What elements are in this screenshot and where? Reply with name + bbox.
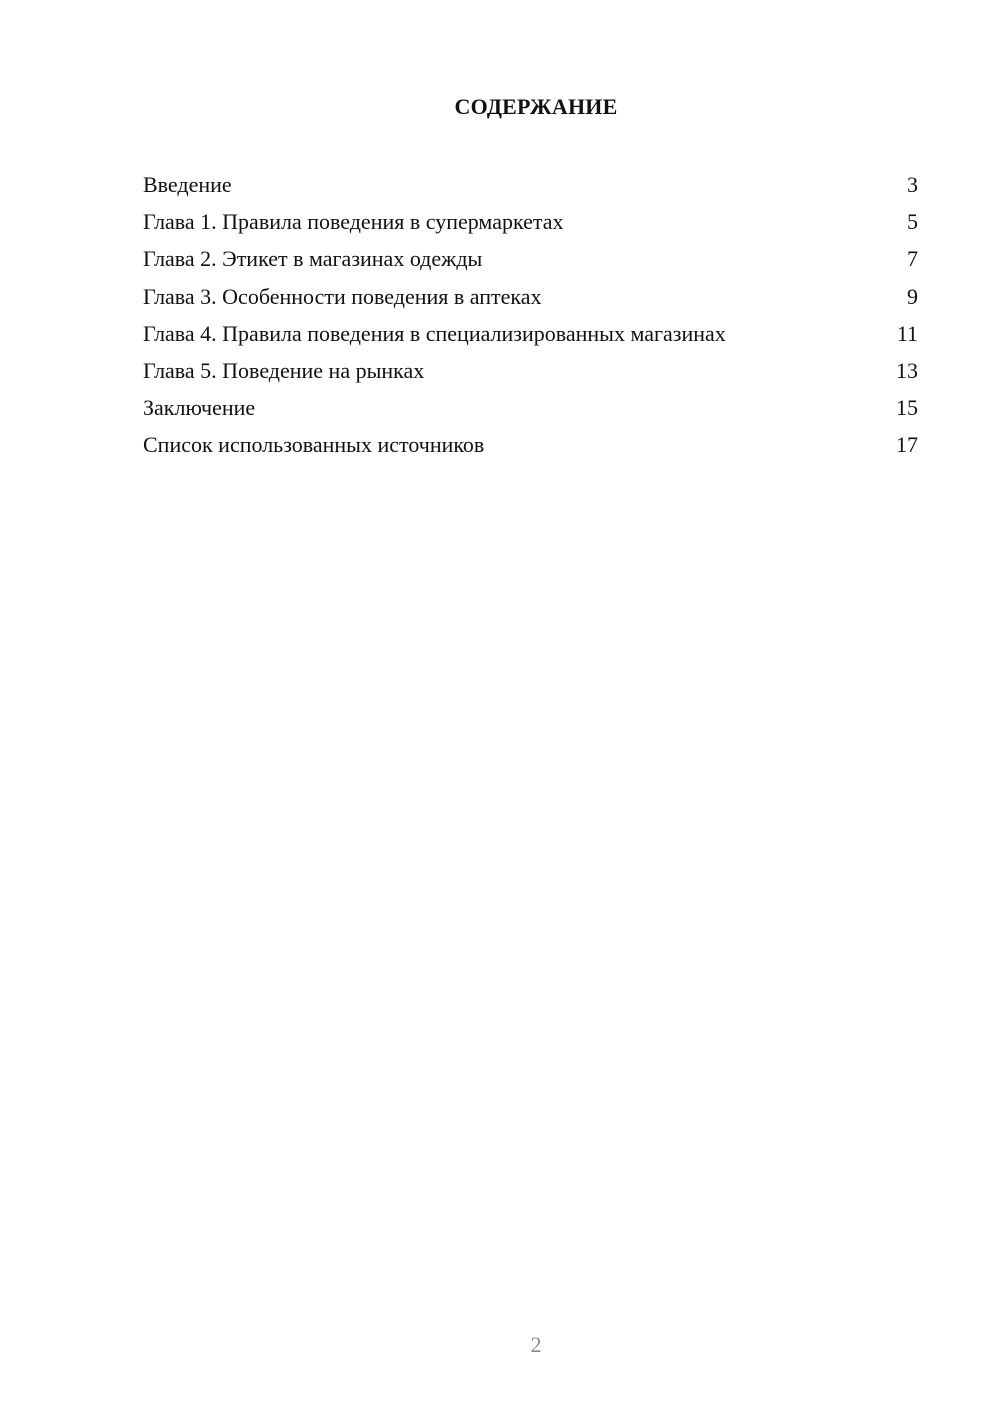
toc-entry-label: Глава 5. Поведение на рынках [143, 357, 425, 383]
toc-entry-page: 15 [896, 395, 918, 421]
toc-entry-label: Введение [143, 172, 232, 197]
toc-entry-chapter-4[interactable] [143, 317, 918, 354]
toc-entry-conclusion[interactable] [143, 391, 918, 428]
page-title: СОДЕРЖАНИЕ [454, 94, 618, 119]
toc-entry-page: 7 [907, 246, 918, 272]
toc-entry-label: Глава 1. Правила поведения в супермаркетах [143, 209, 564, 235]
toc-entry-label: Список использованных источников [143, 432, 485, 458]
page-number: 2 [530, 1332, 542, 1357]
toc-entry-label: Глава 3. Особенности поведения в аптеках [143, 283, 542, 309]
toc-entry-page: 17 [896, 432, 918, 458]
toc-entry-label: Глава 2. Этикет в магазинах одежды [143, 246, 483, 272]
toc-entry-label: Глава 4. Правила поведения в специализированных магазинах [143, 320, 726, 346]
toc-entry-page: 3 [907, 172, 918, 197]
toc-entry-introduction[interactable] [143, 168, 918, 205]
toc-entry-chapter-1[interactable] [143, 205, 918, 242]
toc-entry-label: Заключение [143, 395, 256, 421]
toc-entry-page: 5 [907, 209, 918, 235]
toc-entry-references[interactable] [143, 428, 918, 465]
toc-entry-chapter-2[interactable] [143, 242, 918, 279]
table-of-contents [143, 168, 918, 466]
toc-entry-page: 9 [907, 283, 918, 309]
toc-entry-chapter-5[interactable] [143, 354, 918, 391]
toc-entry-chapter-3[interactable] [143, 280, 918, 317]
toc-entry-page: 11 [896, 320, 918, 346]
toc-entry-page: 13 [896, 357, 918, 383]
